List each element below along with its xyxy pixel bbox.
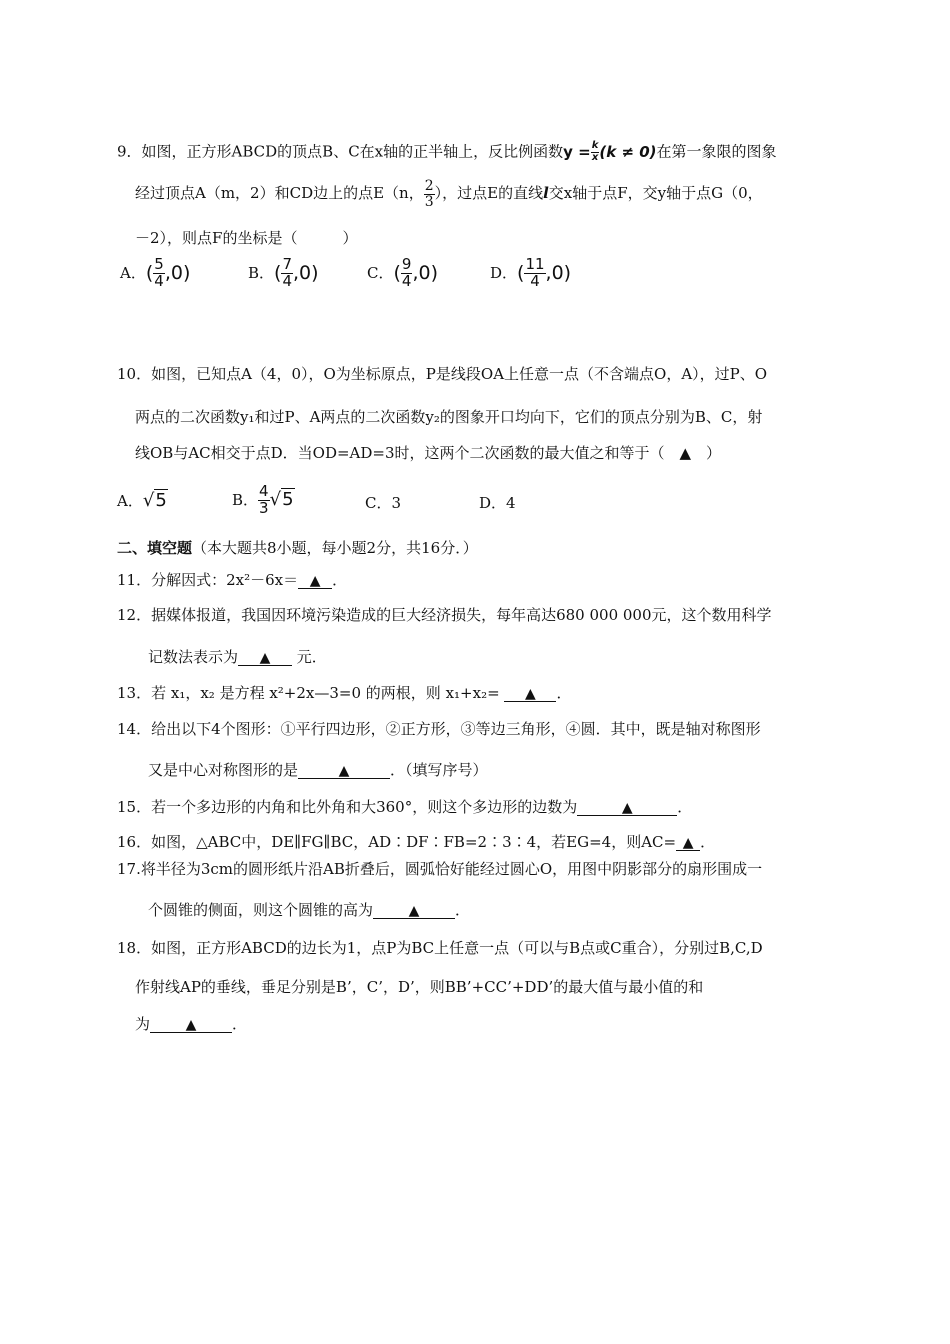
q15-end: ．	[677, 798, 693, 816]
q15-blank-triangle-icon: ▲	[577, 801, 677, 816]
q14-blank-triangle-icon: ▲	[298, 764, 390, 779]
q18-line3-text-a: 为	[135, 1015, 151, 1033]
q9-option-a-tail: ,0)	[164, 261, 191, 284]
q9-condition: (k ≠ 0)	[599, 142, 657, 161]
q14-line2-text-a: 又是中心对称图形的是	[148, 761, 299, 779]
q15	[117, 800, 692, 816]
q10-option-b-num: 4	[259, 482, 269, 500]
q9-option-d: D． ( $\frac{11}{4}$ ,0)	[490, 255, 572, 290]
q13-blank-triangle-icon: ▲	[504, 687, 556, 702]
q9-option-a-num: 5	[154, 255, 164, 273]
q9-line2-text-c: 交x轴于点F，交y轴于点G（0，	[548, 184, 763, 203]
q9-option-a-fraction	[153, 257, 165, 290]
q12-blank-triangle-icon: ▲	[238, 651, 292, 666]
section2-title: 二、填空题	[117, 539, 193, 557]
q10-option-b-sqrt: √5	[269, 489, 294, 511]
q9-option-b-tail: ,0)	[293, 261, 319, 284]
q9-function-lhs: y =	[563, 142, 591, 161]
q9-option-c-num: 9	[401, 255, 412, 273]
q9-line2-text-a: 经过顶点A（m，2）和CD边上的点E（n，	[135, 184, 424, 203]
q10-options	[117, 484, 537, 524]
q10-line3-text: 线OB与AC相交于点D．当OD=AD=3时，这两个二次函数的最大值之和等于（ ▲ ）	[135, 444, 722, 462]
q9-option-b: B． ( $\frac{7}{4}$ ,0)	[248, 255, 319, 290]
q17-blank-triangle-icon: ▲	[373, 904, 455, 919]
q13-end: ．	[556, 684, 572, 702]
q16-end: ．	[700, 833, 716, 851]
q9-option-d-den: 4	[530, 271, 540, 290]
q10-option-c: C．3	[365, 494, 402, 512]
q10-line2	[135, 410, 762, 425]
q18-line3	[135, 1017, 247, 1033]
q10-option-d: D．4	[479, 494, 516, 512]
q18-line1	[117, 941, 763, 956]
q9-option-b-fraction	[281, 257, 293, 290]
q9-line1-text-a: 9．如图，正方形ABCD的顶点B、C在x轴的正半轴上，反比例函数	[117, 142, 564, 161]
q10-line1-text: 10．如图，已知点A（4，0），O为坐标原点，P是线段OA上任意一点（不含端点O，A），过P、O	[117, 365, 768, 383]
q9-line1	[117, 141, 777, 163]
q10-option-b-den: 3	[259, 498, 269, 517]
q13-text: 13．若 x₁，x₂ 是方程 x²+2x—3=0 的两根，则 x₁+x₂=	[117, 684, 500, 702]
q11	[117, 573, 347, 589]
q9-option-d-label: D．	[490, 263, 518, 282]
q9-line-l: l	[543, 184, 549, 203]
q17-line2	[148, 903, 470, 919]
q10-option-a-sqrt: √5	[142, 490, 167, 511]
q18-line1-text: 18．如图，正方形ABCD的边长为1，点P为BC上任意一点（可以与B点或C重合），分别过B,C,D	[117, 939, 763, 957]
q9-option-b-label: B．	[248, 263, 275, 282]
q9-option-c-den: 4	[401, 271, 412, 290]
q9-line3	[135, 231, 357, 246]
q10-option-b	[232, 484, 295, 517]
q10-line2-text: 两点的二次函数y₁和过P、A两点的二次函数y₂的图象开口均向下，它们的顶点分别为B、C，射	[135, 408, 763, 426]
q9-e-den: 3	[424, 193, 434, 210]
q17-line1-text: 17.将半径为3cm的圆形纸片沿AB折叠后，圆弧恰好能经过圆心O，用图中阴影部分的扇形围成一	[117, 860, 763, 878]
q14-line1	[117, 722, 761, 737]
q17-line1	[117, 862, 762, 877]
q10-option-b-radicand: 5	[282, 489, 294, 511]
q9-point-e-fraction	[424, 179, 435, 209]
q10-option-b-label: B．	[232, 490, 259, 509]
q9-option-c-tail: ,0)	[412, 261, 438, 284]
q13	[117, 686, 571, 702]
q14-line2-text-b: ．（填写序号）	[390, 761, 488, 779]
q9-option-c-label: C．	[367, 263, 394, 282]
q14-line1-text: 14．给出以下4个图形：①平行四边形，②正方形，③等边三角形，④圆．其中，既是轴对称图形	[117, 720, 761, 738]
section2-desc: （本大题共8小题，每小题2分，共16分．）	[192, 539, 478, 557]
q18-line2-text: 作射线AP的垂线，垂足分别是B’，C’，D’，则BB’+CC’+DD’的最大值与最小值的和	[135, 978, 704, 996]
q12-line2-text-b: 元．	[296, 648, 327, 666]
q17-line2-text-a: 个圆锥的侧面，则这个圆锥的高为	[148, 901, 374, 919]
q9-line2	[135, 179, 763, 209]
q9-x: x	[591, 151, 599, 163]
section2-header	[117, 541, 478, 556]
q16	[117, 835, 715, 851]
q12-line1	[117, 608, 772, 623]
q9-option-b-num: 7	[282, 255, 292, 273]
q10-line3	[135, 446, 721, 461]
q12-line2	[148, 650, 327, 666]
q9-option-b-den: 4	[282, 271, 292, 290]
q9-line1-text-b: 在第一象限的图象	[656, 142, 777, 161]
q10-option-b-fraction	[258, 484, 270, 517]
q9-option-d-tail: ,0)	[545, 261, 572, 284]
q14-line2	[148, 763, 488, 779]
q9-option-a-den: 4	[154, 271, 164, 290]
q12-line2-text-a: 记数法表示为	[148, 648, 239, 666]
q16-blank-triangle-icon: ▲	[676, 836, 700, 851]
q9-option-d-num: 11	[525, 255, 545, 273]
q9-option-d-fraction	[524, 257, 545, 290]
q11-text: 11．分解因式：2x²－6x＝	[117, 571, 299, 589]
q12-line1-text: 12．据媒体报道，我国因环境污染造成的巨大经济损失，每年高达680 000 000元，这个数用科学	[117, 606, 772, 624]
q10-option-a-label: A．	[117, 491, 143, 510]
q9-k: k	[591, 140, 599, 151]
q9-option-a: A． ( $\frac{5}{4}$ ,0)	[120, 255, 191, 290]
q9-e-num: 2	[424, 178, 434, 194]
q18-line2	[135, 980, 703, 995]
q10-option-a	[117, 492, 168, 510]
q17-line2-text-b: ．	[455, 901, 471, 919]
q16-text: 16．如图，△ABC中，DE∥FG∥BC，AD∶DF∶FB=2∶3∶4，若EG=4，则AC=	[117, 833, 677, 851]
q9-option-a-label: A．	[120, 263, 146, 282]
q10-line1	[117, 367, 767, 382]
q11-end: ．	[332, 571, 348, 589]
q9-option-c-fraction	[401, 257, 413, 290]
q15-text: 15．若一个多边形的内角和比外角和大360°，则这个多边形的边数为	[117, 798, 578, 816]
q9-line2-text-b: ），过点E的直线	[434, 184, 544, 203]
q18-blank-triangle-icon: ▲	[150, 1018, 232, 1033]
q9-function	[563, 140, 657, 163]
q9-line3-text: －2），则点F的坐标是（ ）	[135, 229, 358, 247]
q10-option-a-radicand: 5	[155, 490, 167, 511]
q11-blank-triangle-icon: ▲	[298, 574, 332, 589]
q18-line3-text-b: ．	[232, 1015, 248, 1033]
q9-option-c: C． ( $\frac{9}{4}$ ,0)	[367, 255, 438, 290]
